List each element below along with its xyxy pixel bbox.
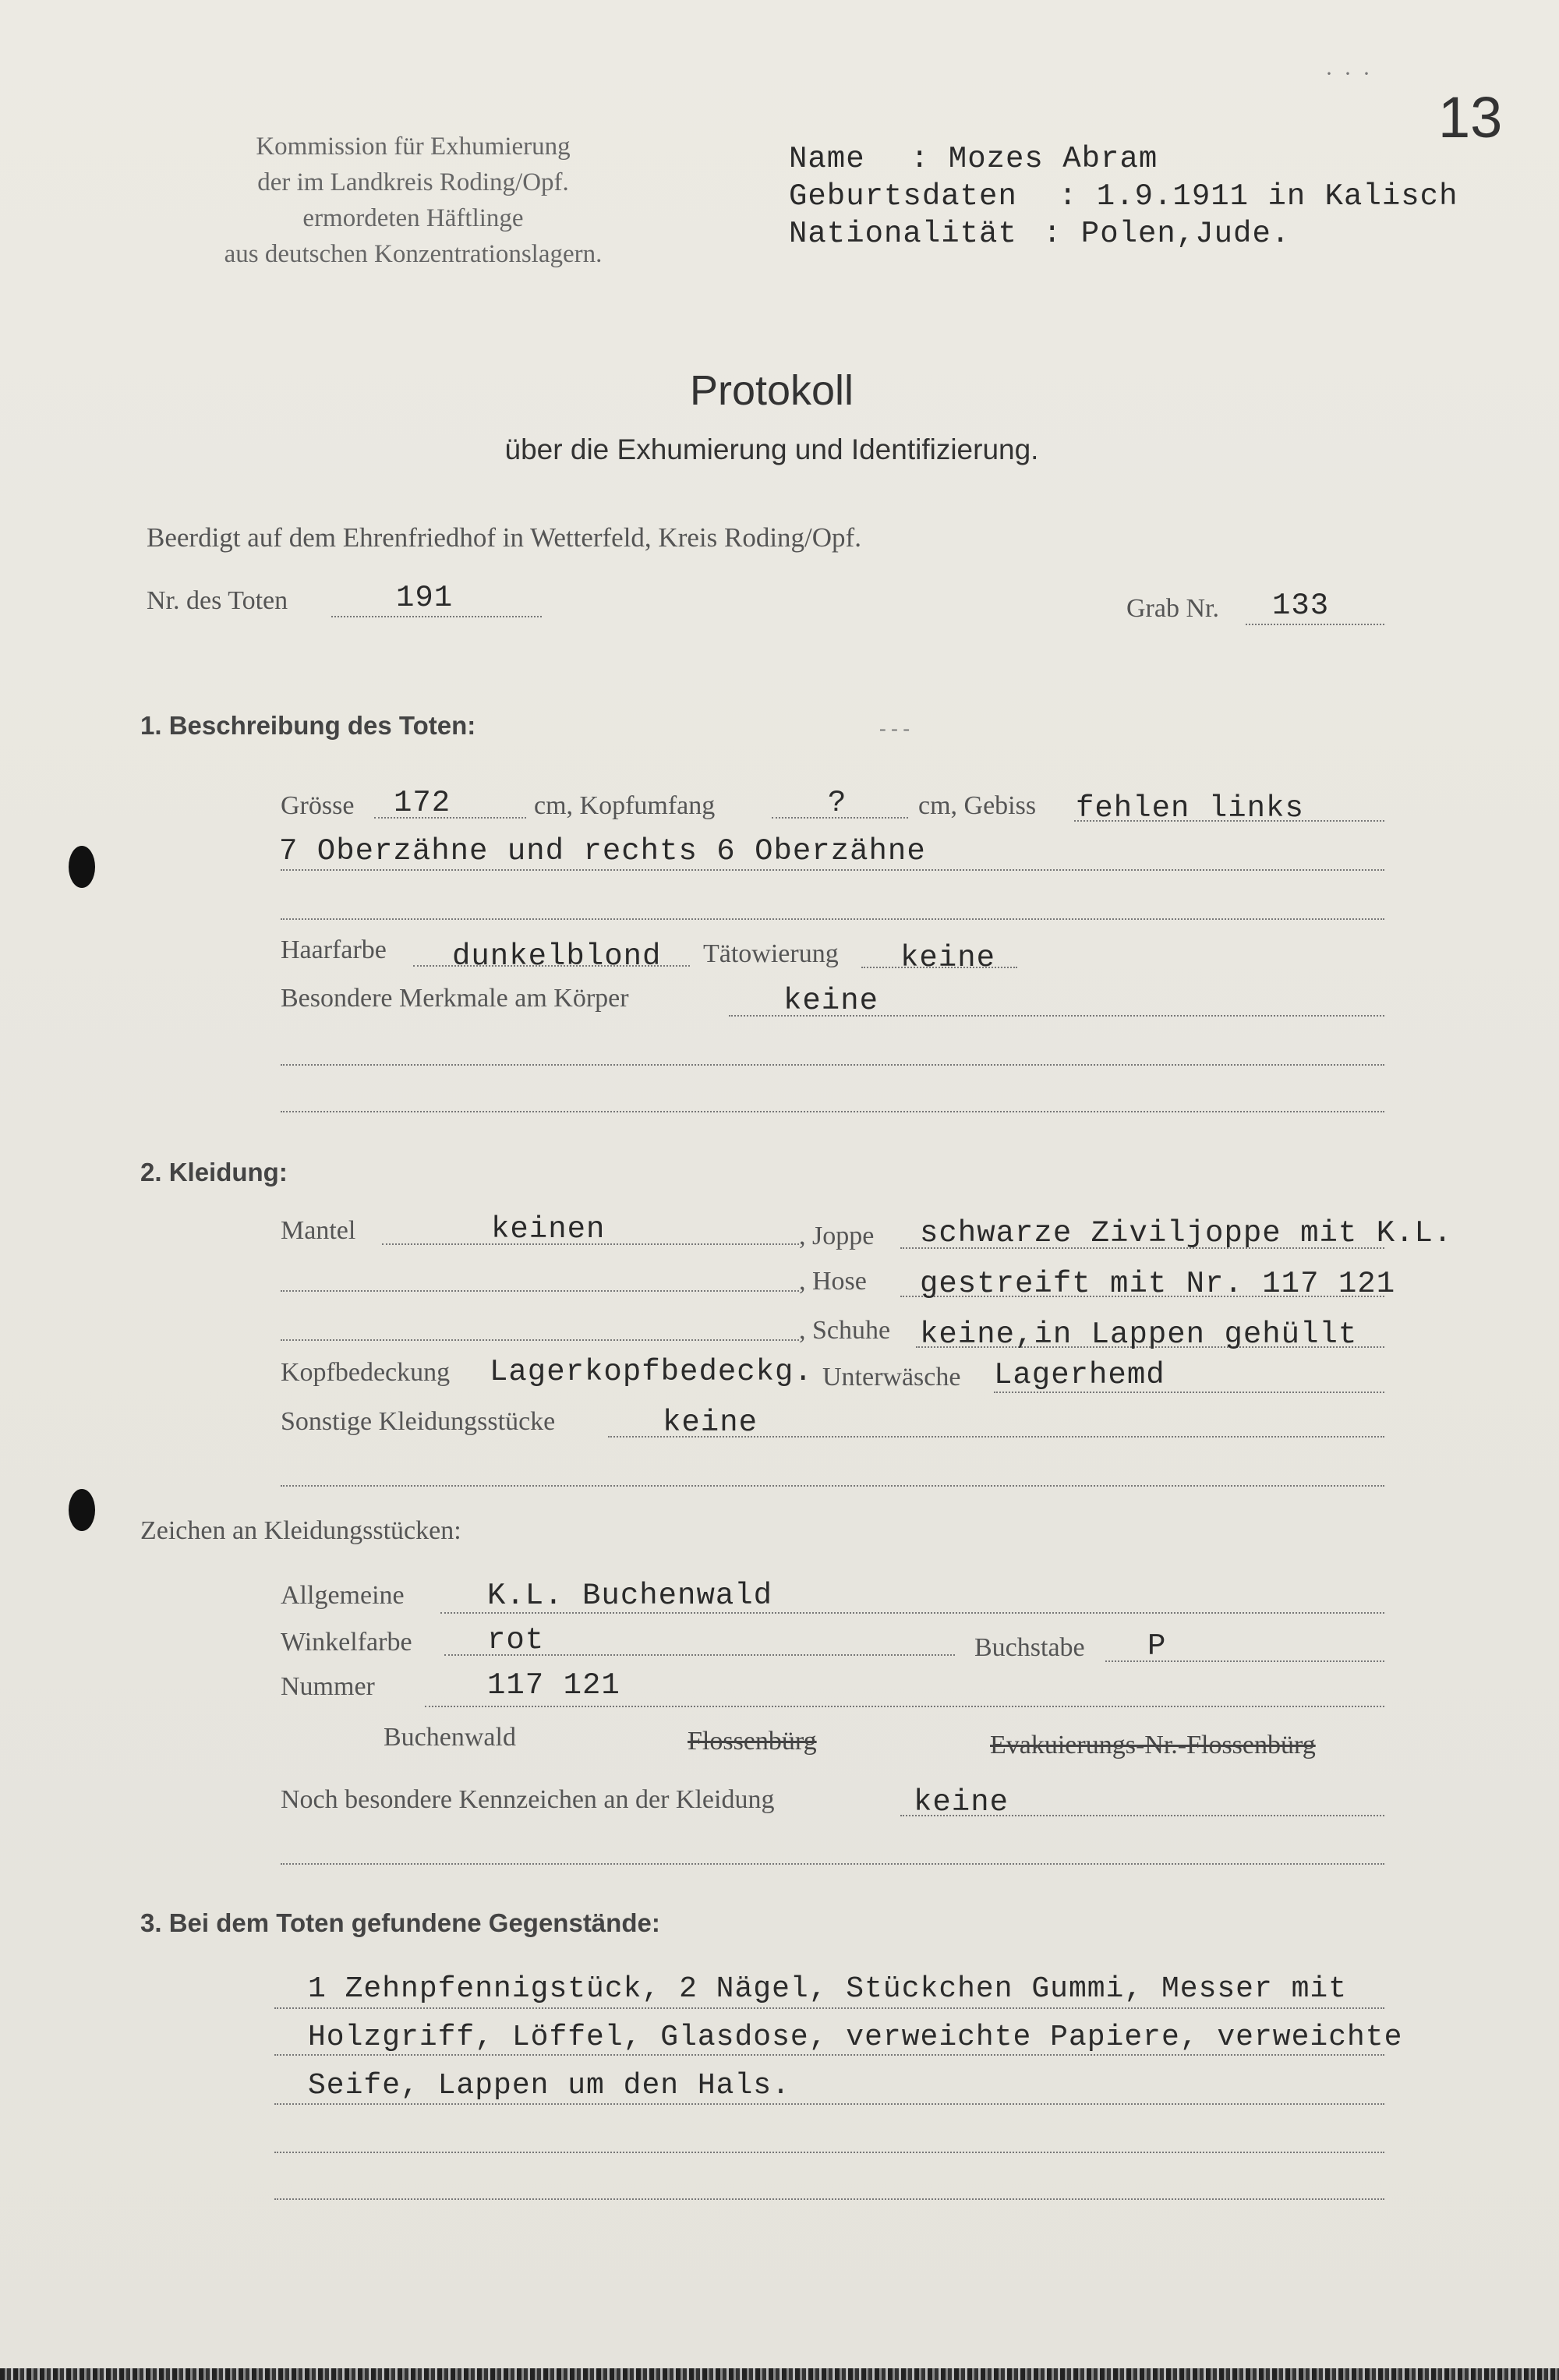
jacket-label: , Joppe [799, 1222, 875, 1250]
tattoo-value: keine [900, 941, 996, 975]
dotted-line [274, 2007, 1384, 2009]
dotted-line [274, 2152, 1384, 2153]
found-items-line2: Holzgriff, Löffel, Glasdose, verweichte Papiere, verweichte [308, 2021, 1403, 2054]
underwear-value: Lagerhemd [994, 1358, 1165, 1392]
commission-line: aus deutschen Konzentrationslagern. [224, 240, 603, 268]
cm-kopfumfang-label: cm, Kopfumfang [534, 791, 716, 820]
dotted-line [281, 918, 1384, 920]
teeth-value: fehlen links [1076, 791, 1304, 826]
marks-value: keine [783, 984, 879, 1018]
coat-value: keinen [491, 1212, 606, 1247]
punch-hole [69, 846, 95, 888]
dotted-line [281, 869, 1384, 871]
name-value: : Mozes Abram [910, 142, 1158, 176]
head-circumference-value: ? [828, 786, 847, 820]
birth-value: : 1.9.1911 in Kalisch [1059, 179, 1458, 214]
hair-value: dunkelblond [452, 939, 662, 974]
punch-hole [69, 1489, 95, 1531]
jacket-value: schwarze Ziviljoppe mit K.L. [920, 1216, 1453, 1250]
dotted-line [425, 1706, 1384, 1707]
size-value: 172 [394, 786, 451, 820]
evacuation-number-crossed: Evakuierungs-Nr.-Flossenbürg [990, 1731, 1316, 1759]
letter-value: P [1147, 1629, 1167, 1664]
tattoo-label: Tätowierung [703, 939, 839, 968]
section1-heading: 1. Beschreibung des Toten: [140, 711, 476, 740]
marks-on-clothing-heading: Zeichen an Kleidungsstücken: [140, 1516, 461, 1545]
dotted-line [331, 616, 542, 617]
number-label: Nummer [281, 1672, 375, 1701]
birth-label: Geburtsdaten [789, 179, 1017, 214]
found-items-line1: 1 Zehnpfennigstück, 2 Nägel, Stückchen Gummi, Messer mit [308, 1972, 1348, 2006]
shoes-label: , Schuhe [799, 1316, 891, 1345]
number-value: 117 121 [487, 1668, 620, 1703]
other-clothing-value: keine [663, 1406, 758, 1440]
burial-text: Beerdigt auf dem Ehrenfriedhof in Wetterfeld, Kreis Roding/Opf. [147, 522, 861, 553]
teeth-continued: 7 Oberzähne und rechts 6 Oberzähne [279, 834, 926, 868]
angle-color-value: rot [487, 1623, 545, 1657]
decorative-dots: - - - [879, 717, 910, 740]
camp-buchenwald: Buchenwald [384, 1723, 516, 1752]
nationality-value: : Polen,Jude. [1043, 217, 1291, 251]
special-marks-label: Noch besondere Kennzeichen an der Kleidung [281, 1785, 775, 1814]
headwear-label: Kopfbedeckung [281, 1358, 451, 1387]
grave-label: Grab Nr. [1126, 594, 1219, 623]
page-number: 13 [1438, 85, 1503, 150]
scan-edge-strip [0, 2368, 1559, 2380]
size-label: Grösse [281, 791, 355, 820]
dotted-line [274, 2103, 1384, 2105]
trousers-value: gestreift mit Nr. 117 121 [920, 1267, 1396, 1301]
dotted-line [281, 1863, 1384, 1865]
dotted-line [274, 2198, 1384, 2200]
dotted-line [274, 2054, 1384, 2056]
nationality-label: Nationalität [789, 217, 1017, 251]
other-clothing-label: Sonstige Kleidungsstücke [281, 1407, 556, 1436]
hair-label: Haarfarbe [281, 935, 387, 964]
underwear-label: Unterwäsche [822, 1363, 961, 1392]
decorative-dots: ··· [1325, 61, 1381, 87]
general-label: Allgemeine [281, 1581, 405, 1610]
shoes-value: keine,in Lappen gehüllt [920, 1317, 1358, 1352]
commission-header [168, 129, 659, 272]
page-subtitle: über die Exhumierung und Identifizierung. [504, 433, 1039, 465]
coat-label: Mantel [281, 1216, 356, 1245]
section3-heading: 3. Bei dem Toten gefundene Gegenstände: [140, 1908, 660, 1937]
dotted-line [281, 1064, 1384, 1066]
angle-color-label: Winkelfarbe [281, 1628, 412, 1657]
section2-heading: 2. Kleidung: [140, 1158, 288, 1186]
page-title: Protokoll [689, 367, 854, 414]
dotted-line [281, 1485, 1384, 1487]
trousers-label: , Hose [799, 1267, 867, 1296]
grave-value: 133 [1272, 589, 1330, 623]
commission-line: Kommission für Exhumierung [256, 133, 571, 161]
special-marks-value: keine [914, 1785, 1009, 1819]
dead-no-value: 191 [396, 581, 454, 615]
headwear-value: Lagerkopfbedeckg. [490, 1355, 813, 1389]
general-value: K.L. Buchenwald [487, 1579, 773, 1613]
dotted-line [281, 1290, 799, 1292]
cm-gebiss-label: cm, Gebiss [918, 791, 1037, 820]
marks-label: Besondere Merkmale am Körper [281, 984, 629, 1013]
found-items-line3: Seife, Lappen um den Hals. [308, 2069, 790, 2102]
name-label: Name [789, 142, 865, 176]
commission-line: der im Landkreis Roding/Opf. [257, 168, 569, 196]
letter-label: Buchstabe [974, 1633, 1085, 1662]
dead-no-label: Nr. des Toten [147, 586, 288, 615]
camp-flossenburg-crossed: Flossenbürg [688, 1727, 817, 1756]
dotted-line [1246, 624, 1384, 625]
dotted-line [281, 1111, 1384, 1112]
dotted-line [281, 1339, 799, 1341]
commission-line: ermordeten Häftlinge [302, 204, 524, 232]
